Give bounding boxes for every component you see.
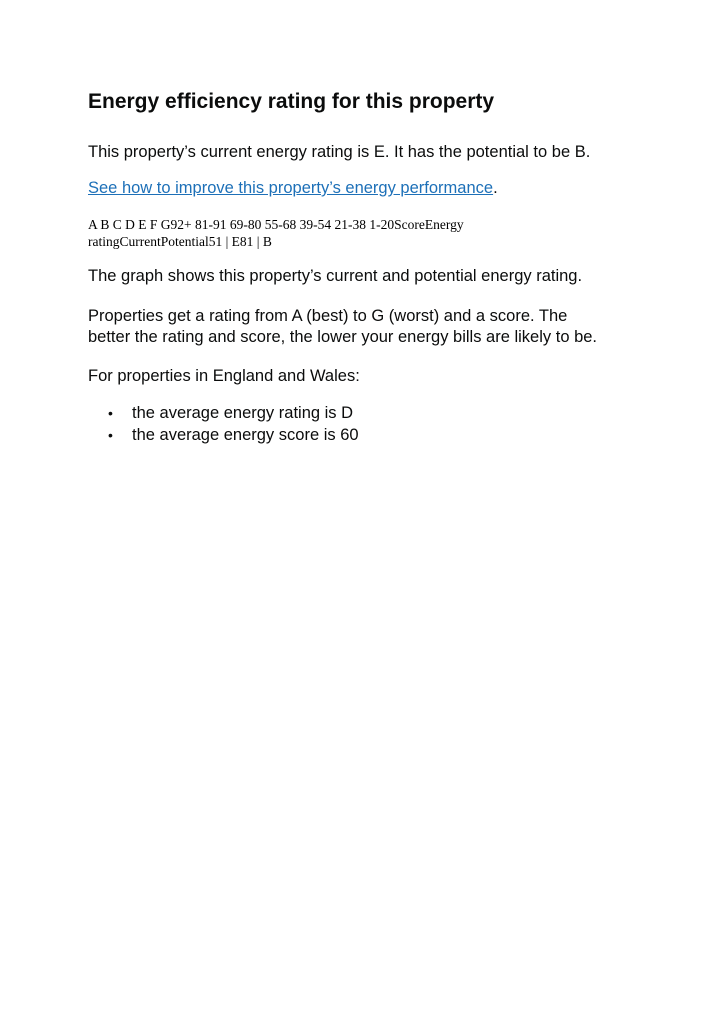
- bullet-icon: •: [108, 427, 113, 443]
- list-item: [88, 402, 359, 424]
- page-title: Energy efficiency rating for this property: [88, 90, 495, 113]
- improve-link-suffix: .: [493, 179, 498, 197]
- graph-description: The graph shows this property’s current and potential energy rating.: [88, 267, 583, 285]
- average-score-text: the average energy score is 60: [132, 426, 359, 444]
- current-rating-summary: This property’s current energy rating is E. It has the potential to be B.: [88, 143, 591, 161]
- averages-list: [88, 402, 359, 446]
- bullet-icon: •: [108, 405, 113, 421]
- chart-fallback-line-1: A B C D E F G92+ 81-91 69-80 55-68 39-54 21-38 1-20ScoreEnergy: [88, 217, 464, 232]
- ratings-explainer-line-2: better the rating and score, the lower your energy bills are likely to be.: [88, 328, 598, 346]
- improve-performance-link[interactable]: See how to improve this property’s energy performance: [88, 179, 494, 197]
- list-item: [88, 424, 359, 446]
- ratings-explainer-line-1: Properties get a rating from A (best) to G (worst) and a score. The: [88, 307, 568, 325]
- regional-intro: For properties in England and Wales:: [88, 367, 360, 385]
- chart-fallback-line-2: ratingCurrentPotential51 | E81 | B: [88, 234, 272, 249]
- improve-link-paragraph: [88, 177, 498, 199]
- average-rating-text: the average energy rating is D: [132, 404, 354, 422]
- energy-chart-fallback-text: [88, 216, 508, 250]
